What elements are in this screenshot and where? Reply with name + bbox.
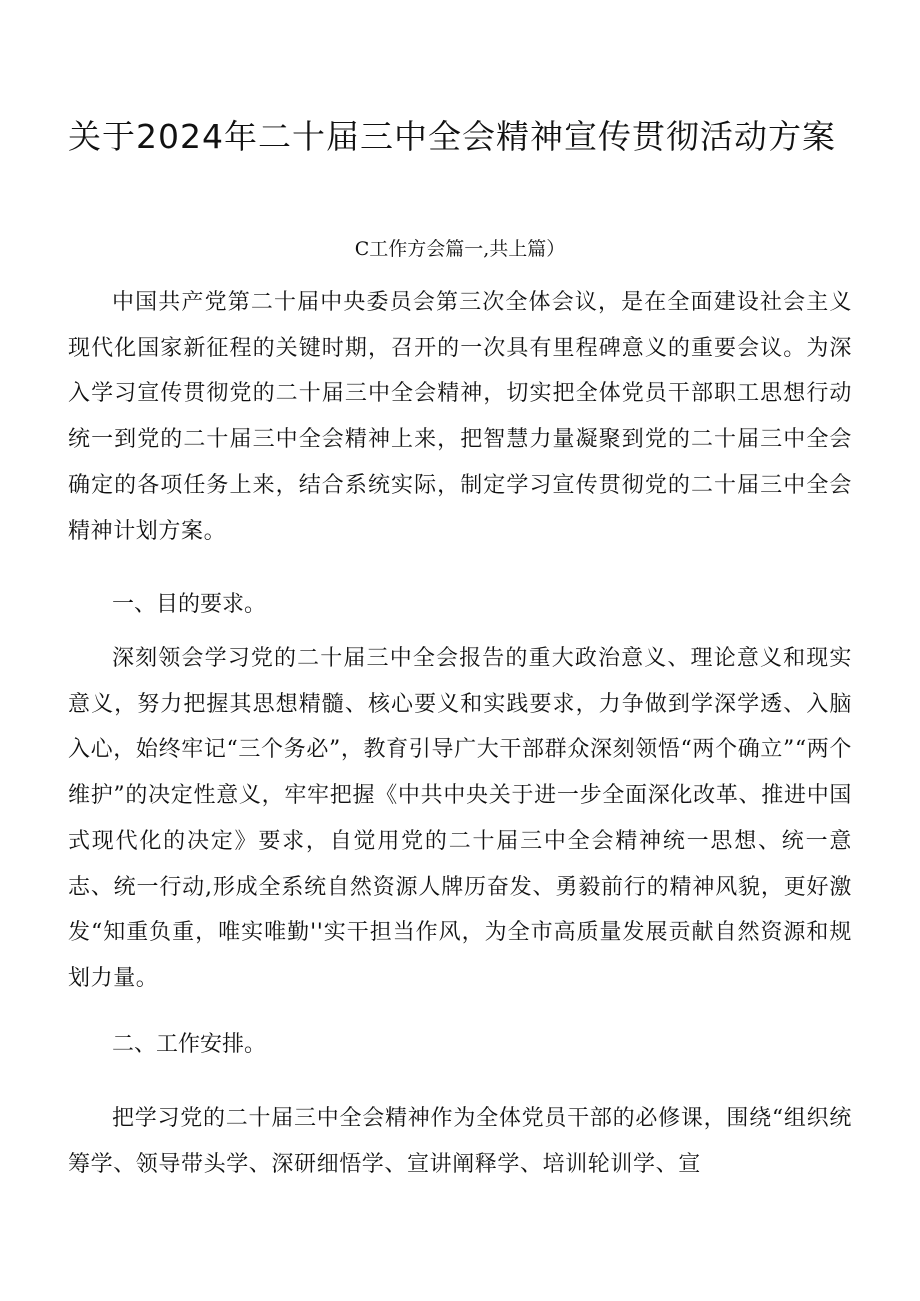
objectives-paragraph: 深刻领会学习党的二十届三中全会报告的重大政治意义、理论意义和现实意义，努力把握其思想精髓、核心要义和实践要求，力争做到学深学透、入脑入心，始终牢记“三个务必”，教育引导广大干部群众深刻领悟“两个确立”“两个维护”的决定性意义，牢牢把握《中共中央关于进一步全面深化改革、推进中国式现代化的决定》要求，自觉用党的二十届三中全会精神统一思想、统一意志、统一行动,形成全系统自然资源人牌历奋发、勇毅前行的精神风貌，更好激发“知重负重，唯实唯勤''实干担当作风，为全市高质量发展贡献自然资源和规划力量。 xyxy=(68,646,852,991)
intro-paragraph: 中国共产党第二十届中央委员会第三次全体会议，是在全面建设社会主义现代化国家新征程的关键时期，召开的一次具有里程碑意义的重要会议。为深入学习宣传贯彻党的二十届三中全会精神，切实把全体党员干部职工思想行动统一到党的二十届三中全会精神上来，把智慧力量凝聚到党的二十届三中全会确定的各项任务上来，结合系统实际，制定学习宣传贯彻党的二十届三中全会精神计划方案。 xyxy=(68,290,852,544)
arrangements-paragraph: 把学习党的二十届三中全会精神作为全体党员干部的必修课，围绕“组织统筹学、领导带头学、深研细悟学、宣讲阐释学、培训轮训学、宣 xyxy=(68,1106,852,1177)
section-heading-objectives: 一、目的要求。 xyxy=(112,592,267,617)
section-heading-arrangements: 二、工作安排。 xyxy=(112,1032,267,1057)
document-title: 关于2024年二十届三中全会精神宣传贯彻活动方案 xyxy=(68,117,836,156)
document-subtitle: C工作方会篇一,共上篇） xyxy=(354,238,566,260)
